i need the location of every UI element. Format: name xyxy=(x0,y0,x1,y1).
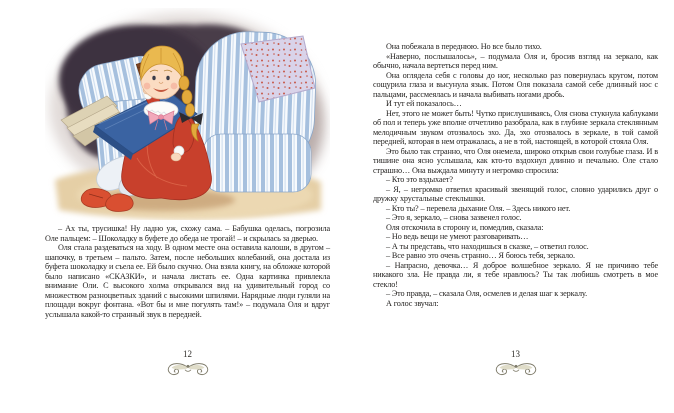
paragraph: – Это я, зеркало, – снова зазвенел голос. xyxy=(386,213,522,222)
paragraph: – Ах ты, трусишка! Ну ладно уж, схожу сама. – Бабушка оделась, погрозила Оле пальцем: – Шоколадку в буфете до обеда не трогай! – и скрылась за дверью. xyxy=(45,224,330,243)
right-page xyxy=(373,42,658,308)
paragraph: – Это правда, – сказала Оля, осмелев и делая шаг к зеркалу. xyxy=(386,289,588,298)
paragraph: Оля стала раздеваться на ходу. В одном месте она оставила калоши, в другом – шапочку, в третьем – пальто. Затем, после небольших колебаний, она достала из буфета шоколадку и съела ее. Ей было скучно. Она взяла книгу, на обложке которой было написано «СКАЗКИ», и начала листать ее. Одна картинка привлекла внимание Оли. С высокого холма открывался вид на удивительный город со множеством разноцветных зданий с высокими шпилями. Нарядные люди гуляли на площади вокруг фонтана. «Вот бы и мне погулять там!» – подумала Оля и вдруг услышала какой-то странный звук в передней. xyxy=(45,243,330,319)
scroll-ornament-icon xyxy=(165,360,211,377)
paragraph: Нет, этого не может быть! Чутко прислушиваясь, Оля снова стукнула каблуками об пол и теперь уже вполне отчетливо разобрала, как в глубине зеркала стеклянным мелодичным звуком отозвалось эхо. Да, эхо отозвалось в зеркале, в той самой передней, которая в нем отражалась, а не в той, настоящей, в которой стояла Оля. xyxy=(373,108,658,146)
paragraph: – Я, – негромко ответил красивый звенящий голос, словно ударились друг о дружку хрустальные стеклышки. xyxy=(373,184,658,203)
paragraph: Это было так странно, что Оля онемела, широко открыв свои голубые глаза. И в тишине она ясно услышала, как кто-то вздохнул длинно и печально. Оле стало страшно… Она выждала минуту и негромко спросила: xyxy=(373,146,658,175)
text-block-right xyxy=(373,42,658,308)
page-number-right: 13 xyxy=(511,349,520,359)
paragraph: – Кто ты? – перевела дыхание Оля. – Здесь никого нет. xyxy=(386,203,571,213)
paragraph: – Кто это вздыхает? xyxy=(386,175,453,184)
paragraph: А голос звучал: xyxy=(386,298,439,308)
left-page-footer xyxy=(45,349,330,377)
hand-right xyxy=(171,153,181,161)
page-number-left: 12 xyxy=(183,349,192,359)
text-block-left xyxy=(45,224,330,319)
left-page xyxy=(45,8,330,319)
scroll-ornament-icon xyxy=(493,360,539,377)
paragraph: Она побежала в переднюю. Но все было тихо. xyxy=(386,42,542,51)
right-page-footer xyxy=(373,349,658,377)
paragraph: Оля отскочила в сторону и, помедлив, сказала: xyxy=(386,222,544,232)
paragraph: – Все равно это очень странно… Я боюсь тебя, зеркало. xyxy=(386,251,575,260)
paragraph: – Но ведь вещи не умеют разговаривать… xyxy=(386,232,529,241)
paragraph: «Наверно, послышалось», – подумала Оля и, бросив взгляд на зеркало, как обычно, начала вертеться перед ним. xyxy=(373,51,658,70)
paragraph: – А ты представь, что находишься в сказке, – ответил голос. xyxy=(386,241,589,251)
paragraph: И тут ей показалось… xyxy=(386,99,462,108)
paragraph: – Напрасно, девочка… Я доброе волшебное зеркало. Я не причиню тебе никакого зла. Не правда ли, я тебе нравлюсь? Ты так любишь смотреть в мое стекло! xyxy=(373,260,658,289)
paragraph: Она оглядела себя с головы до ног, несколько раз повернулась кругом, потом сощурила глаза и высунула язык. Потом Оля показала самой себе длинный нос с пальцами, рассмеялась и начала выбивать ногами дробь. xyxy=(373,70,658,99)
illustration-girl-reading-icon xyxy=(45,8,330,220)
